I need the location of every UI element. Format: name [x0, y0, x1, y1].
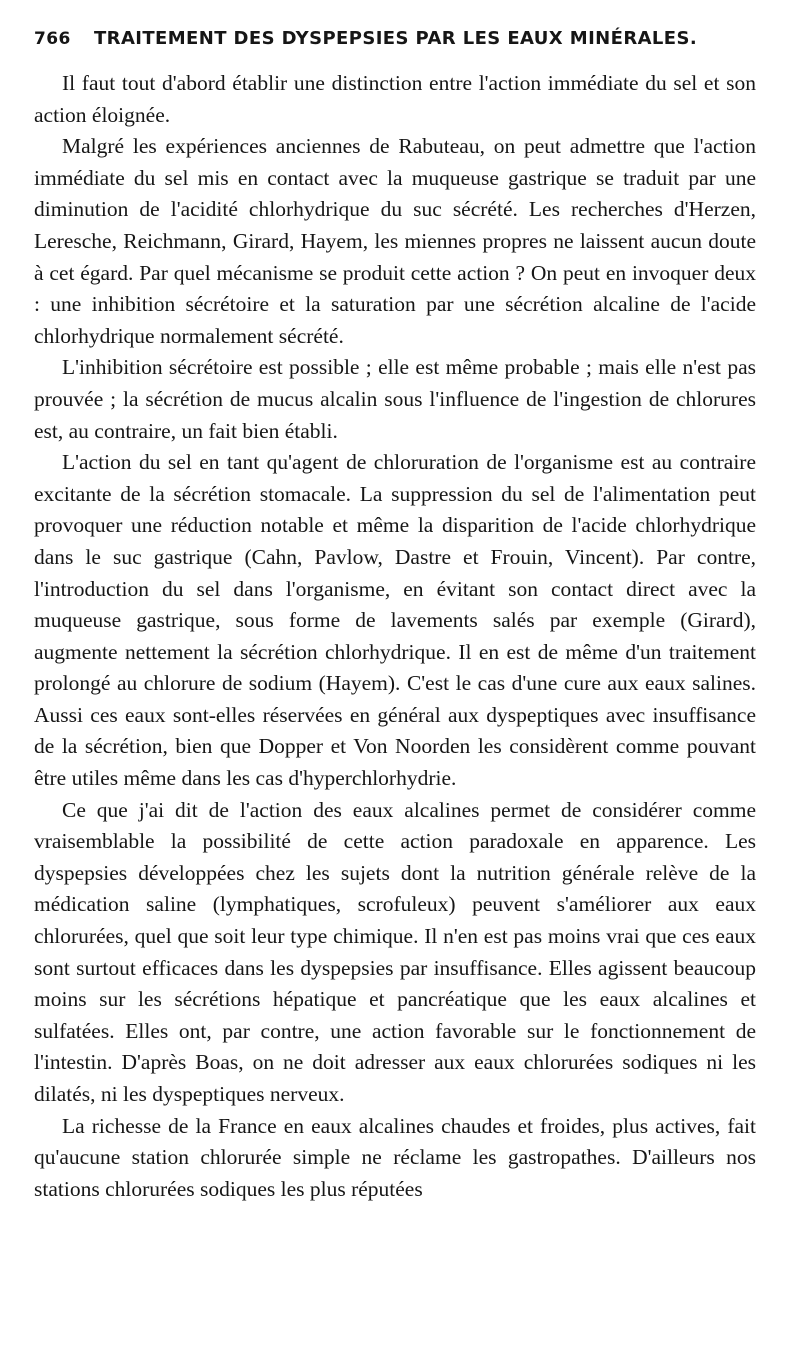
paragraph-3: L'inhibition sécrétoire est possible ; elle est même probable ; mais elle n'est pas prouvée ; la sécrétion de mucus alcalin sous l'influence de l'ingestion de chlorures est, au contraire, un fait bien établi.: [34, 355, 756, 443]
running-head: [34, 28, 756, 64]
paragraph-4: L'action du sel en tant qu'agent de chloruration de l'organisme est au contraire excitante de la sécrétion stomacale. La suppression du sel de l'alimentation peut provoquer une réduction notable et même la disparition de l'acide chlorhydrique dans le suc gastrique (Cahn, Pavlow, Dastre et Frouin, Vincent). Par contre, l'introduction du sel dans l'organisme, en évitant son contact direct avec la muqueuse gastrique, sous forme de lavements salés par exemple (Girard), augmente nettement la sécrétion chlorhydrique. Il en est de même d'un traitement prolongé au chlorure de sodium (Hayem). C'est le cas d'une cure aux eaux salines. Aussi ces eaux sont-elles réservées en général aux dyspeptiques avec insuffisance de la sécrétion, bien que Dopper et Von Noorden les considèrent comme pouvant être utiles même dans les cas d'hyperchlorhydrie.: [34, 450, 756, 791]
paragraph-6: La richesse de la France en eaux alcalines chaudes et froides, plus actives, fait qu'aucune station chlorurée simple ne réclame les gastropathes. D'ailleurs nos stations chlorurées sodiques les plus réputées: [34, 1113, 756, 1201]
body-text: [34, 68, 756, 1205]
paragraph-5: Ce que j'ai dit de l'action des eaux alcalines permet de considérer comme vraisemblable la possibilité de cette action paradoxale en apparence. Les dyspepsies développées chez les sujets dont la nutrition générale relève de la médication saline (lymphatiques, scrofuleux) peuvent s'améliorer aux eaux chlorurées, quel que soit leur type chimique. Il n'en est pas moins vrai que ces eaux sont surtout efficaces dans les dyspepsies par insuffisance. Elles agissent beaucoup moins sur les sécrétions hépatique et pancréatique que les eaux alcalines et sulfatées. Elles ont, par contre, une action favorable sur le fonctionnement de l'intestin. D'après Boas, on ne doit adresser aux eaux chlorurées sodiques ni les dilatés, ni les dyspeptiques nerveux.: [34, 797, 756, 1106]
page-number: 766: [34, 29, 71, 49]
paragraph-2: Malgré les expériences anciennes de Rabuteau, on peut admettre que l'action immédiate du sel mis en contact avec la muqueuse gastrique se traduit par une diminution de l'acidité chlorhydrique du suc sécrété. Les recherches d'Herzen, Leresche, Reichmann, Girard, Hayem, les miennes propres ne laissent aucun doute à cet égard. Par quel mécanisme se produit cette action ? On peut en invoquer deux : une inhibition sécrétoire et la saturation par une sécrétion alcaline de l'acide chlorhydrique normalement sécrété.: [34, 134, 756, 348]
running-title: TRAITEMENT DES DYSPEPSIES PAR LES EAUX MINÉRALES.: [94, 28, 698, 49]
paragraph-1: Il faut tout d'abord établir une distinction entre l'action immédiate du sel et son action éloignée.: [34, 71, 756, 127]
